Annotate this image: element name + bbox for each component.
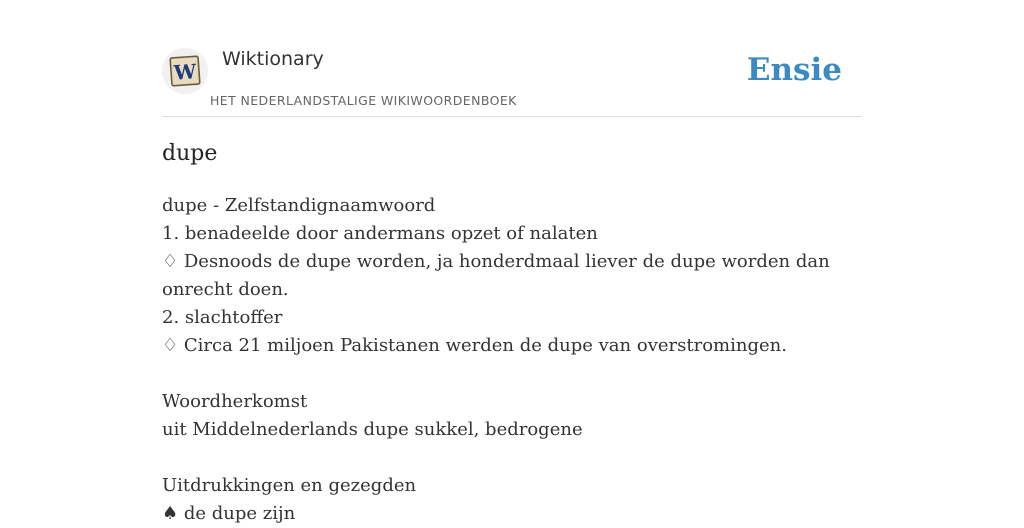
example-2: ♢ Circa 21 miljoen Pakistanen werden de dupe van overstromingen. [162, 335, 787, 356]
expressions-heading: Uitdrukkingen en gezegden [162, 475, 417, 496]
expression-1: ♠ de dupe zijn [162, 503, 296, 524]
wiktionary-logo-icon [168, 54, 202, 88]
example-1: ♢ Desnoods de dupe worden, ja honderdmaal liever de dupe worden dan onrecht doen. [162, 251, 830, 300]
site-tagline: HET NEDERLANDSTALIGE WIKIWOORDENBOEK [210, 93, 517, 108]
entry-heading: dupe - Zelfstandignaamwoord [162, 195, 436, 216]
ensie-brand-link[interactable]: Ensie [746, 52, 842, 88]
definition-1: 1. benadeelde door andermans opzet of nalaten [162, 223, 598, 244]
site-header [162, 40, 862, 117]
logo-letter: W [173, 59, 198, 85]
entry-content [162, 192, 872, 528]
spacer [162, 444, 872, 472]
etymology-text: uit Middelnederlands dupe sukkel, bedrogene [162, 419, 583, 440]
wiktionary-logo[interactable] [162, 48, 208, 94]
spacer [162, 360, 872, 388]
page-title: dupe [162, 141, 218, 166]
definition-2: 2. slachtoffer [162, 307, 283, 328]
etymology-heading: Woordherkomst [162, 391, 308, 412]
site-name[interactable]: Wiktionary [222, 48, 324, 70]
